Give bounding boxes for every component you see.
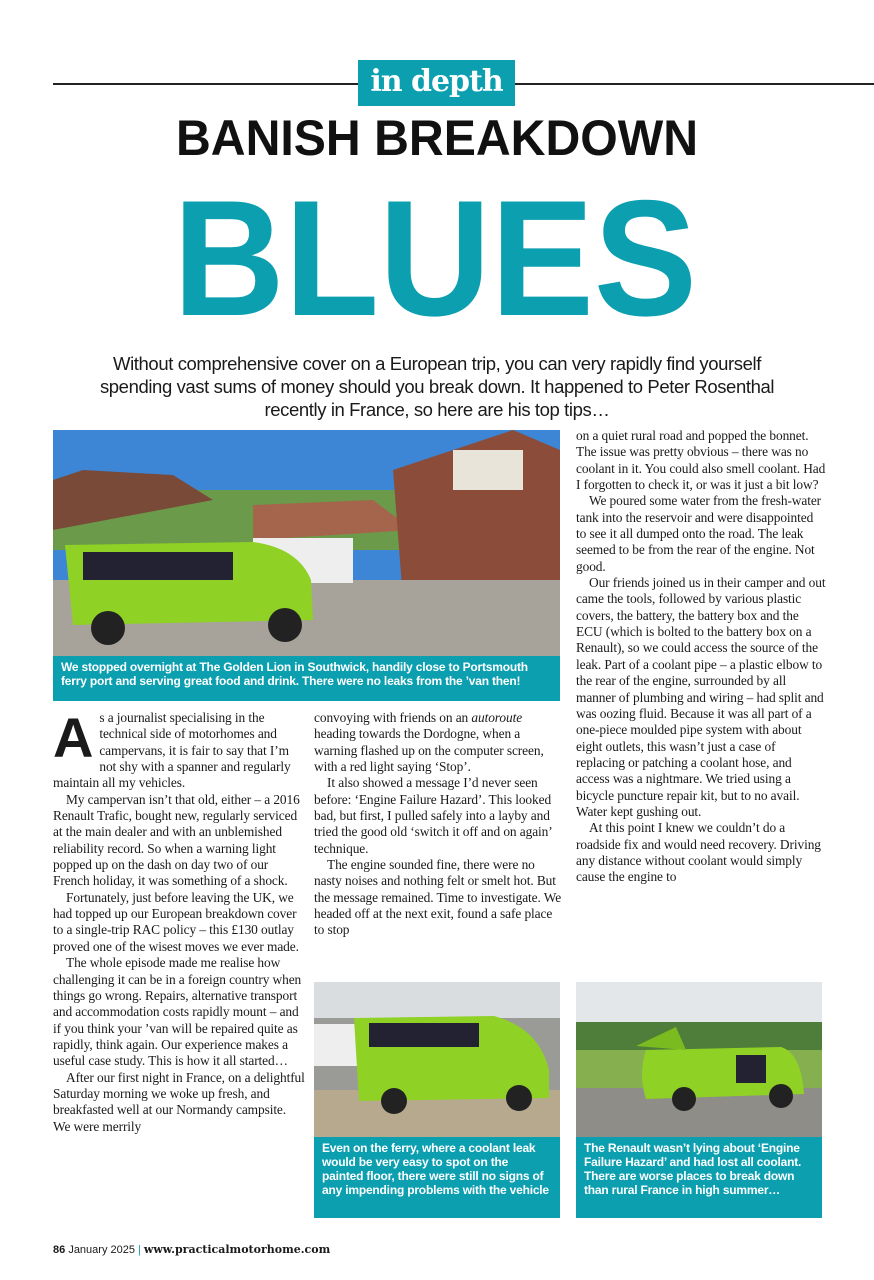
caption-photo3: The Renault wasn’t lying about ‘Engine Failure Hazard’ and had lost all coolant. There are worse places to break down than rural France in high summer…: [576, 1137, 822, 1218]
text: heading towards the Dordogne, when a warning flashed up on the computer screen, with a red light saying ‘Stop’.: [314, 726, 544, 775]
text: convoying with friends on an: [314, 710, 472, 725]
drop-cap: A: [53, 706, 94, 769]
body-column-3: [576, 428, 826, 886]
page-number: 86: [53, 1244, 66, 1256]
footer: [53, 1243, 330, 1256]
photo-roadside-breakdown: [576, 982, 822, 1137]
website-url: www.practicalmotorhome.com: [143, 1243, 331, 1256]
issue-date: January 2025: [68, 1244, 135, 1256]
footer-separator: |: [137, 1244, 141, 1256]
standfirst: Without comprehensive cover on a European trip, you can very rapidly find yourself spending vast sums of money should you break down. It happened to Peter Rosenthal recently in France, so here are his top tips…: [99, 353, 775, 420]
body-column-1: [53, 706, 306, 1135]
caption-photo1: We stopped overnight at The Golden Lion in Southwick, handily close to Portsmouth ferry port and serving great food and drink. There were no leaks from the ’van then!: [53, 656, 560, 701]
paragraph: Fortunately, just before leaving the UK, we had topped up our European breakdown cover to a single-trip RAC policy – this £130 outlay proved one of the wisest moves we ever made.: [53, 889, 299, 954]
body-column-2: [314, 710, 562, 939]
headline-line2: BLUES: [173, 166, 697, 350]
header-rule-right: [515, 83, 874, 85]
header-rule-left: [53, 83, 358, 85]
paragraph: [314, 710, 562, 775]
caption-photo2: Even on the ferry, where a coolant leak would be very easy to spot on the painted floor, there were still no signs of any impending problems with the vehicle: [314, 1137, 560, 1218]
paragraph: My campervan isn’t that old, either – a 2016 Renault Trafic, bought new, regularly serviced at the main dealer and with an unblemished reliability record. So when a warning light popped up on the dash on day two of our French holiday, it was something of a shock.: [53, 791, 300, 889]
headline-line1: BANISH BREAKDOWN: [176, 110, 698, 166]
paragraph: It also showed a message I’d never seen before: ‘Engine Failure Hazard’. This looked bad, but first, I pulled safely into a layby and tried the good old ‘switch it off and on again’ technique.: [314, 775, 552, 856]
section-tag: in depth: [358, 60, 515, 106]
headline: [0, 108, 874, 352]
paragraph: After our first night in France, on a delightful Saturday morning we woke up fresh, and breakfasted well at our Normandy campsite. We were merrily: [53, 1069, 305, 1134]
paragraph: At this point I knew we couldn’t do a roadside fix and would need recovery. Driving any distance without coolant would simply cause the engine to: [576, 820, 821, 885]
italic-text: autoroute: [471, 710, 523, 725]
paragraph: We poured some water from the fresh-water tank into the reservoir and were disappointed to see it all dumped onto the road. The leak seemed to be from the rear of the engine. Not good.: [576, 493, 822, 574]
photo-ferry: [314, 982, 560, 1137]
paragraph: The engine sounded fine, there were no nasty noises and nothing felt or smelt hot. But the message remained. Time to investigate. We headed off at the next exit, found a safe place to stop: [314, 857, 562, 938]
photo-golden-lion: [53, 430, 560, 656]
paragraph: The whole episode made me realise how challenging it can be in a foreign country when things go wrong. Repairs, alternative transport and accommodation costs rapidly mount – and if you think your ’van will be repaired quite as rapidly, think again. Our experience makes a useful case study. This is how it all started…: [53, 955, 302, 1069]
paragraph: on a quiet rural road and popped the bonnet. The issue was pretty obvious – there was no coolant in it. You could also smell coolant. Had I forgotten to check it, or was it just a bit low?: [576, 428, 826, 493]
paragraph: s a journalist specialising in the technical side of motorhomes and campervans, it is fair to say that I’m not shy with a spanner and regularly maintain all my vehicles.: [53, 710, 291, 791]
paragraph: Our friends joined us in their camper and out came the tools, followed by various plastic covers, the battery, the battery box and the ECU (which is bolted to the battery box on a Renault), so we could access the source of the leak. Part of a coolant pipe – a plastic elbow to the rear of the engine, surrounded by all manner of plumbing and wiring – had split and was oozing fluid. Because it was all part of a one-piece moulded pipe system with about eight outlets, this wasn’t just a case of replacing or patching a coolant hose, and access was a nightmare. We tried using a bicycle puncture repair kit, but to no avail. Water kept gushing out.: [576, 575, 826, 819]
